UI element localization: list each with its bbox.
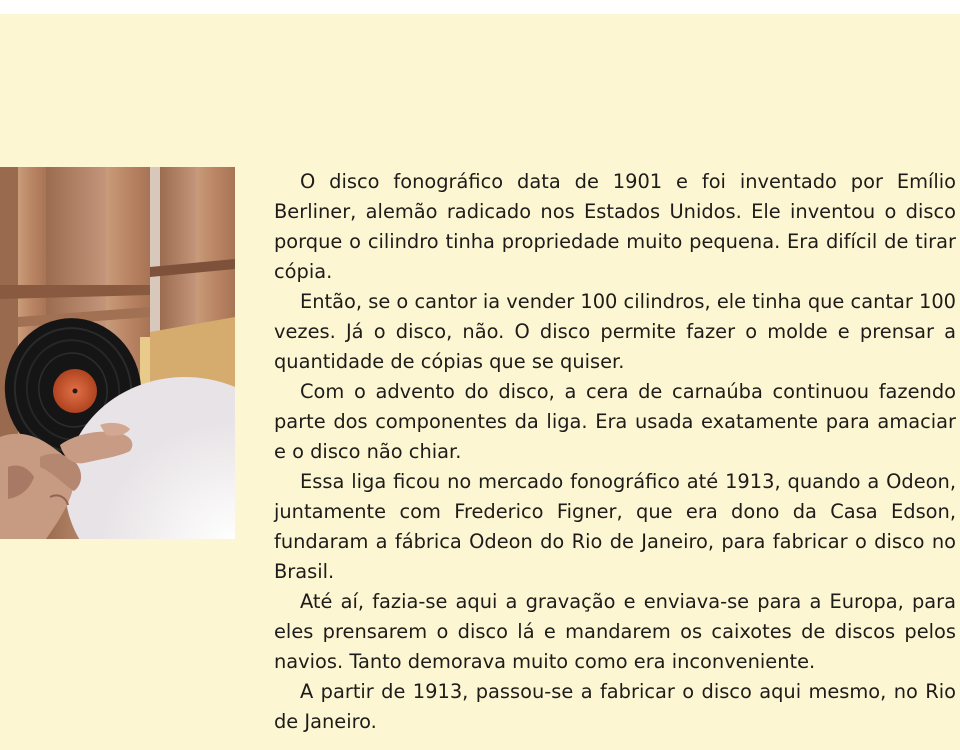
paragraph-6: A partir de 1913, passou-se a fabricar o disco aqui mesmo, no Rio de Janeiro.: [274, 680, 956, 733]
paragraph-3: Com o advento do disco, a cera de carnaúba continuou fazendo parte dos componentes da liga. Era usada exatamente para amaciar e o disco não chiar.: [274, 380, 956, 463]
paragraph-1: O disco fonográfico data de 1901 e foi inventado por Emílio Berliner, alemão radicado nos Estados Unidos. Ele inventou o disco porque o cilindro tinha propriedade muito pequena. Era difícil de tirar cópia.: [274, 170, 956, 283]
paragraph-2: Então, se o cantor ia vender 100 cilindros, ele tinha que cantar 100 vezes. Já o disco, não. O disco permite fazer o molde e prensar a quantidade de cópias que se quiser.: [274, 290, 956, 373]
vinyl-record-photo: [0, 167, 235, 539]
article-text: [274, 167, 956, 737]
paragraph-5: Até aí, fazia-se aqui a gravação e enviava-se para a Europa, para eles prensarem o disco lá e mandarem os caixotes de discos pelos navios. Tanto demorava muito como era inconveniente.: [274, 590, 956, 673]
paragraph-4: Essa liga ficou no mercado fonográfico até 1913, quando a Odeon, juntamente com Frederico Figner, que era dono da Casa Edson, fundaram a fábrica Odeon do Rio de Janeiro, para fabricar o disco no Brasil.: [274, 470, 956, 583]
